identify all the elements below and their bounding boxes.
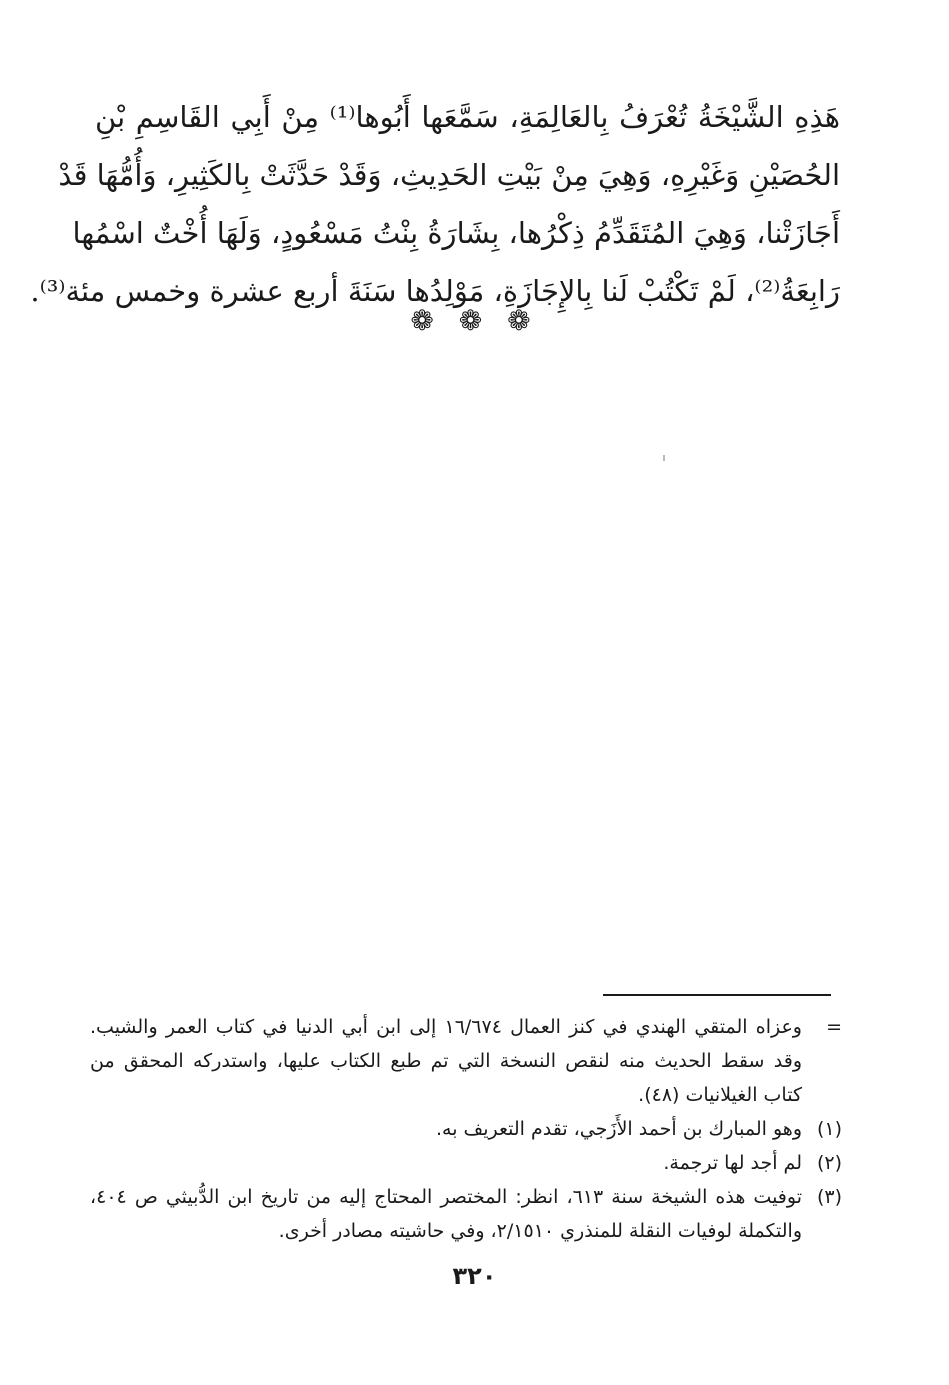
page-number: ٣٢٠ bbox=[452, 1262, 497, 1290]
footnote-text: توفيت هذه الشيخة سنة ٦١٣، انظر: المختصر المحتاج إليه من تاريخ ابن الدُّبيثي ص ٤٠٤، والتكملة لوفيات النقلة للمنذري ٢/١٥١٠، وفي حاشيته مصادر أخرى. bbox=[90, 1186, 802, 1242]
main-text-line: الحُصَيْنِ وَغَيْرِهِ، وَهِيَ مِنْ بَيْتِ الحَدِيثِ، وَقَدْ حَدَّثَتْ بِالكَثِيرِ، وَأُمُّهَا قَدْ bbox=[58, 158, 840, 192]
footnote-text: وهو المبارك بن أحمد الأَزَجي، تقدم التعريف به. bbox=[436, 1118, 802, 1140]
footnotes bbox=[90, 1010, 842, 1248]
footnote-marker: = bbox=[826, 1016, 842, 1038]
footnote-1 bbox=[90, 1112, 842, 1146]
main-text-line: رَابِعَةُ⁽²⁾، لَمْ تَكْتُبْ لَنا بِالإِجَازَةِ، مَوْلِدُها سَنَةَ أربع عشرة وخمس مئة⁽³⁾. bbox=[30, 274, 840, 308]
footnote-text: وعزاه المتقي الهندي في كنز العمال ١٦/٦٧٤ إلى ابن أبي الدنيا في كتاب العمر والشيب. وقد سقط الحديث منه لنقص النسخة التي تم طبع الكتاب عليها، واستدركه المحقق من كتاب الغيلانيات (٤٨). bbox=[90, 1016, 802, 1106]
footnote-2 bbox=[90, 1146, 842, 1180]
main-text-line: أَجَازَتْنا، وَهِيَ المُتَقَدِّمُ ذِكْرُها، بِشَارَةُ بِنْتُ مَسْعُودٍ، وَلَهَا أُخْتٌ اسْمُها bbox=[72, 216, 840, 250]
section-ornament: ❁ ❁ ❁ bbox=[410, 304, 539, 337]
footnote-continued bbox=[90, 1010, 842, 1112]
main-text-line: هَذِهِ الشَّيْخَةُ تُعْرَفُ بِالعَالِمَةِ، سَمَّعَها أَبُوها⁽¹⁾ مِنْ أَبِي القَاسِمِ بْنِ bbox=[95, 100, 840, 134]
footnote-marker: (٢) bbox=[816, 1152, 842, 1174]
footnote-marker: (١) bbox=[816, 1118, 842, 1140]
footnote-marker: (٣) bbox=[816, 1186, 842, 1208]
footnote-3 bbox=[90, 1180, 842, 1248]
footnote-text: لم أجد لها ترجمة. bbox=[663, 1152, 802, 1174]
scan-speck bbox=[663, 455, 665, 461]
main-text bbox=[30, 88, 840, 320]
footnote-separator bbox=[603, 994, 831, 996]
